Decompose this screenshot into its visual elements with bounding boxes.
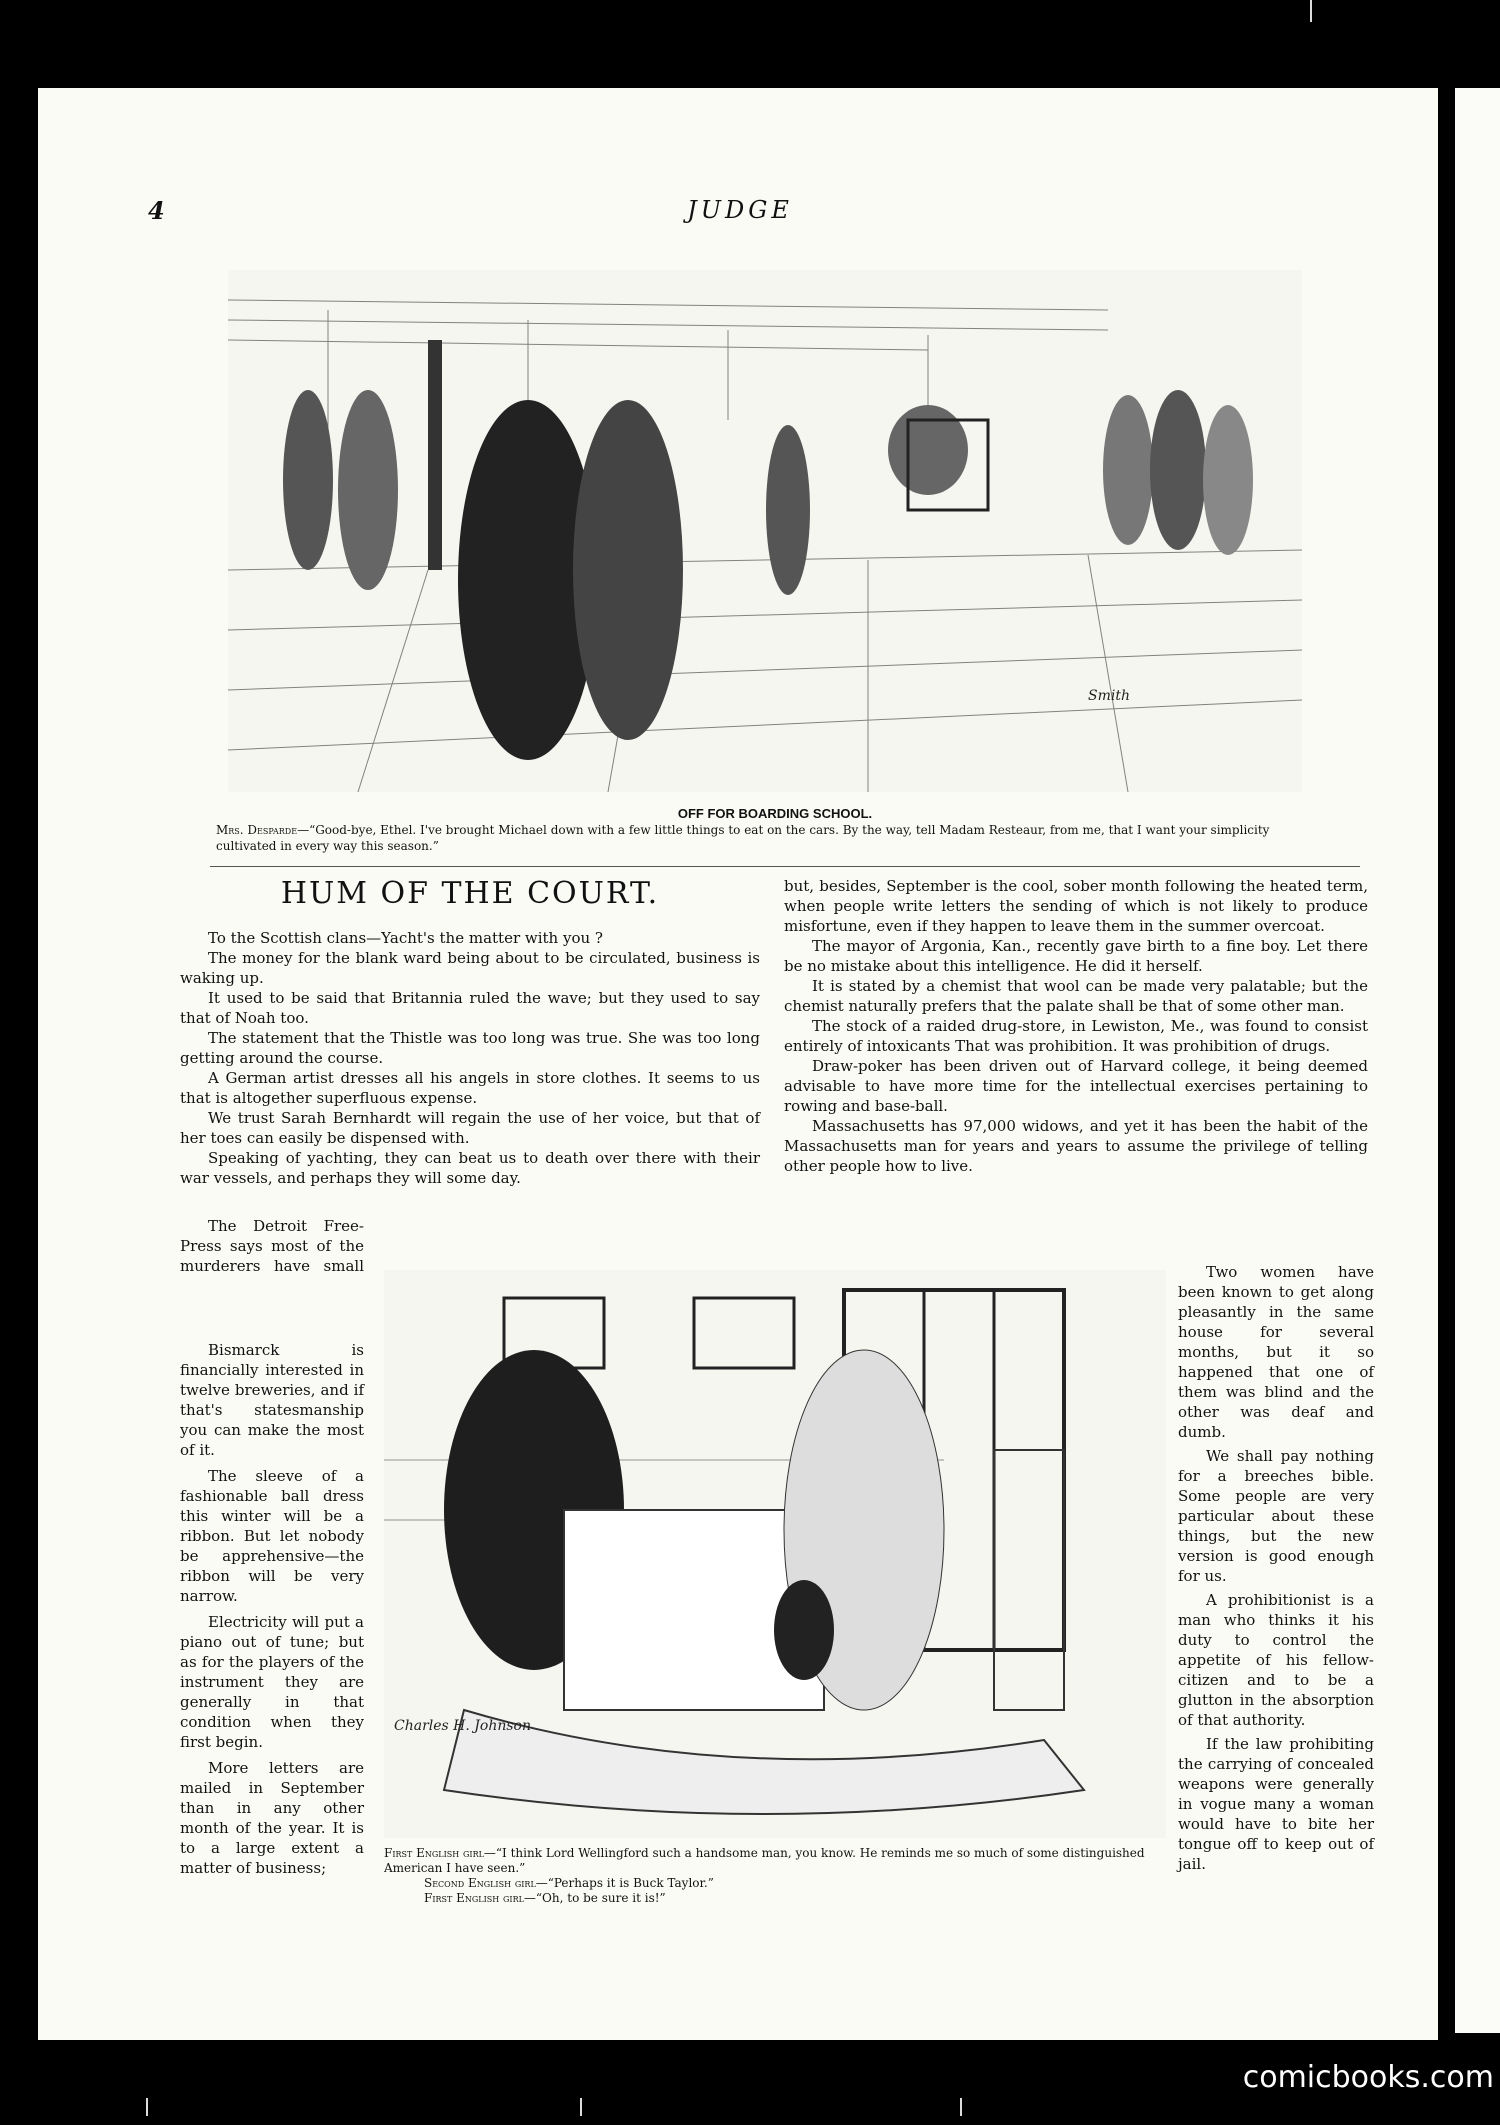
adjacent-page-edge (1452, 88, 1500, 2033)
caption-quote: —“Perhaps it is Buck Taylor.” (535, 1876, 714, 1890)
paragraph: Speaking of yachting, they can beat us to death over there with their war vessels, and perhaps they will some day. (180, 1149, 760, 1187)
article-column-narrow-right (1178, 1262, 1374, 1874)
caption-speaker: Mrs. Desparde (216, 823, 298, 837)
caption-speaker: First English girl (384, 1846, 484, 1860)
caption-speaker: Second English girl (424, 1876, 536, 1890)
caption-quote: —“I think Lord Wellingford such a handsome man, you know. He reminds me so much of some distinguished American I have seen.” (384, 1846, 1145, 1875)
paragraph: Draw-poker has been driven out of Harvard college, it being deemed advisable to have more time for the intellectual exercises pertaining to rowing and base-ball. (784, 1057, 1368, 1115)
railway-platform-engraving-icon (228, 270, 1302, 792)
watermark-text: comicbooks.com (1242, 2060, 1494, 2095)
paragraph: The sleeve of a fashionable ball dress this winter will be a ribbon. But let nobody be apprehensive—the ribbon will be very narrow. (180, 1467, 364, 1605)
article-column-left-top (180, 928, 760, 1188)
bottom-caption (384, 1846, 1174, 1906)
paragraph: More letters are mailed in September than in any other month of the year. It is to a large extent a matter of business; (180, 1759, 364, 1877)
scan-tick (146, 2098, 148, 2116)
article-column-left-wrap (180, 1216, 760, 1276)
caption-speaker: First English girl (424, 1891, 524, 1905)
page-number: 4 (148, 196, 165, 225)
caption-line (384, 1891, 1174, 1906)
top-caption-title: OFF FOR BOARDING SCHOOL. (677, 806, 873, 821)
paragraph: The Detroit Free-Press says most of the murderers have small (180, 1217, 364, 1275)
svg-text:Smith: Smith (1088, 688, 1130, 704)
paragraph: Two women have been known to get along pleasantly in the same house for several months, but it so happened that one of them was blind and the other was deaf and dumb. (1178, 1263, 1374, 1441)
article-column-right-top (784, 876, 1368, 1176)
paragraph: It is stated by a chemist that wool can be made very palatable; but the chemist naturally prefers that the palate shall be that of some other man. (784, 977, 1368, 1015)
scan-tick (1310, 0, 1312, 22)
section-divider (210, 866, 1360, 867)
scan-tick (960, 2098, 962, 2116)
paragraph: The mayor of Argonia, Kan., recently gave birth to a fine boy. Let there be no mistake about this intelligence. He did it herself. (784, 937, 1368, 975)
paragraph: The money for the blank ward being about to be circulated, business is waking up. (180, 949, 760, 987)
paragraph: The stock of a raided drug-store, in Lewiston, Me., was found to consist entirely of intoxicants That was prohibition. It was prohibition of drugs. (784, 1017, 1368, 1055)
top-caption (216, 822, 1316, 854)
caption-line (384, 1846, 1174, 1876)
article-heading: HUM OF THE COURT. (280, 876, 660, 911)
paragraph: Massachusetts has 97,000 widows, and yet it has been the habit of the Massachusetts man for years and years to assume the privilege of telling other people how to live. (784, 1117, 1368, 1175)
article-column-narrow-left (180, 1340, 364, 1878)
paragraph: A prohibitionist is a man who thinks it his duty to control the appetite of his fellow-citizen and to be a glutton in the absorption of that authority. (1178, 1591, 1374, 1729)
tea-table-engraving-icon (384, 1270, 1166, 1838)
paragraph: We shall pay nothing for a breeches bible. Some people are very particular about these things, but the new version is good enough for us. (1178, 1447, 1374, 1585)
paragraph: If the law prohibiting the carrying of concealed weapons were generally in vogue many a woman would have to bite her tongue off to keep out of jail. (1178, 1735, 1374, 1873)
scan-tick (580, 2098, 582, 2116)
svg-text:Charles H. Johnson: Charles H. Johnson (394, 1718, 531, 1734)
paragraph: Bismarck is financially interested in twelve breweries, and if that's statesmanship you can make the most of it. (180, 1341, 364, 1459)
paragraph: To the Scottish clans—Yacht's the matter with you ? (208, 929, 603, 947)
paragraph: The statement that the Thistle was too long was true. She was too long getting around the course. (180, 1029, 760, 1067)
paragraph: but, besides, September is the cool, sober month following the heated term, when people write letters the sending of which is not likely to produce misfortune, even if they happen to leave them in the summer overcoat. (784, 877, 1368, 935)
magazine-title: JUDGE (687, 196, 793, 224)
caption-line (384, 1876, 1174, 1891)
paragraph: A German artist dresses all his angels in store clothes. It seems to us that is altogether superfluous expense. (180, 1069, 760, 1107)
caption-quote: —“Good-bye, Ethel. I've brought Michael down with a few little things to eat on the cars. By the way, tell Madam Resteaur, from me, that I want your simplicity cultivated in every way this season.” (216, 823, 1270, 853)
paragraph: Electricity will put a piano out of tune; but as for the players of the instrument they are generally in that condition when they first begin. (180, 1613, 364, 1751)
paragraph: It used to be said that Britannia ruled the wave; but they used to say that of Noah too. (180, 989, 760, 1027)
caption-quote: —“Oh, to be sure it is!” (523, 1891, 666, 1905)
paragraph: We trust Sarah Bernhardt will regain the use of her voice, but that of her toes can easily be dispensed with. (180, 1109, 760, 1147)
